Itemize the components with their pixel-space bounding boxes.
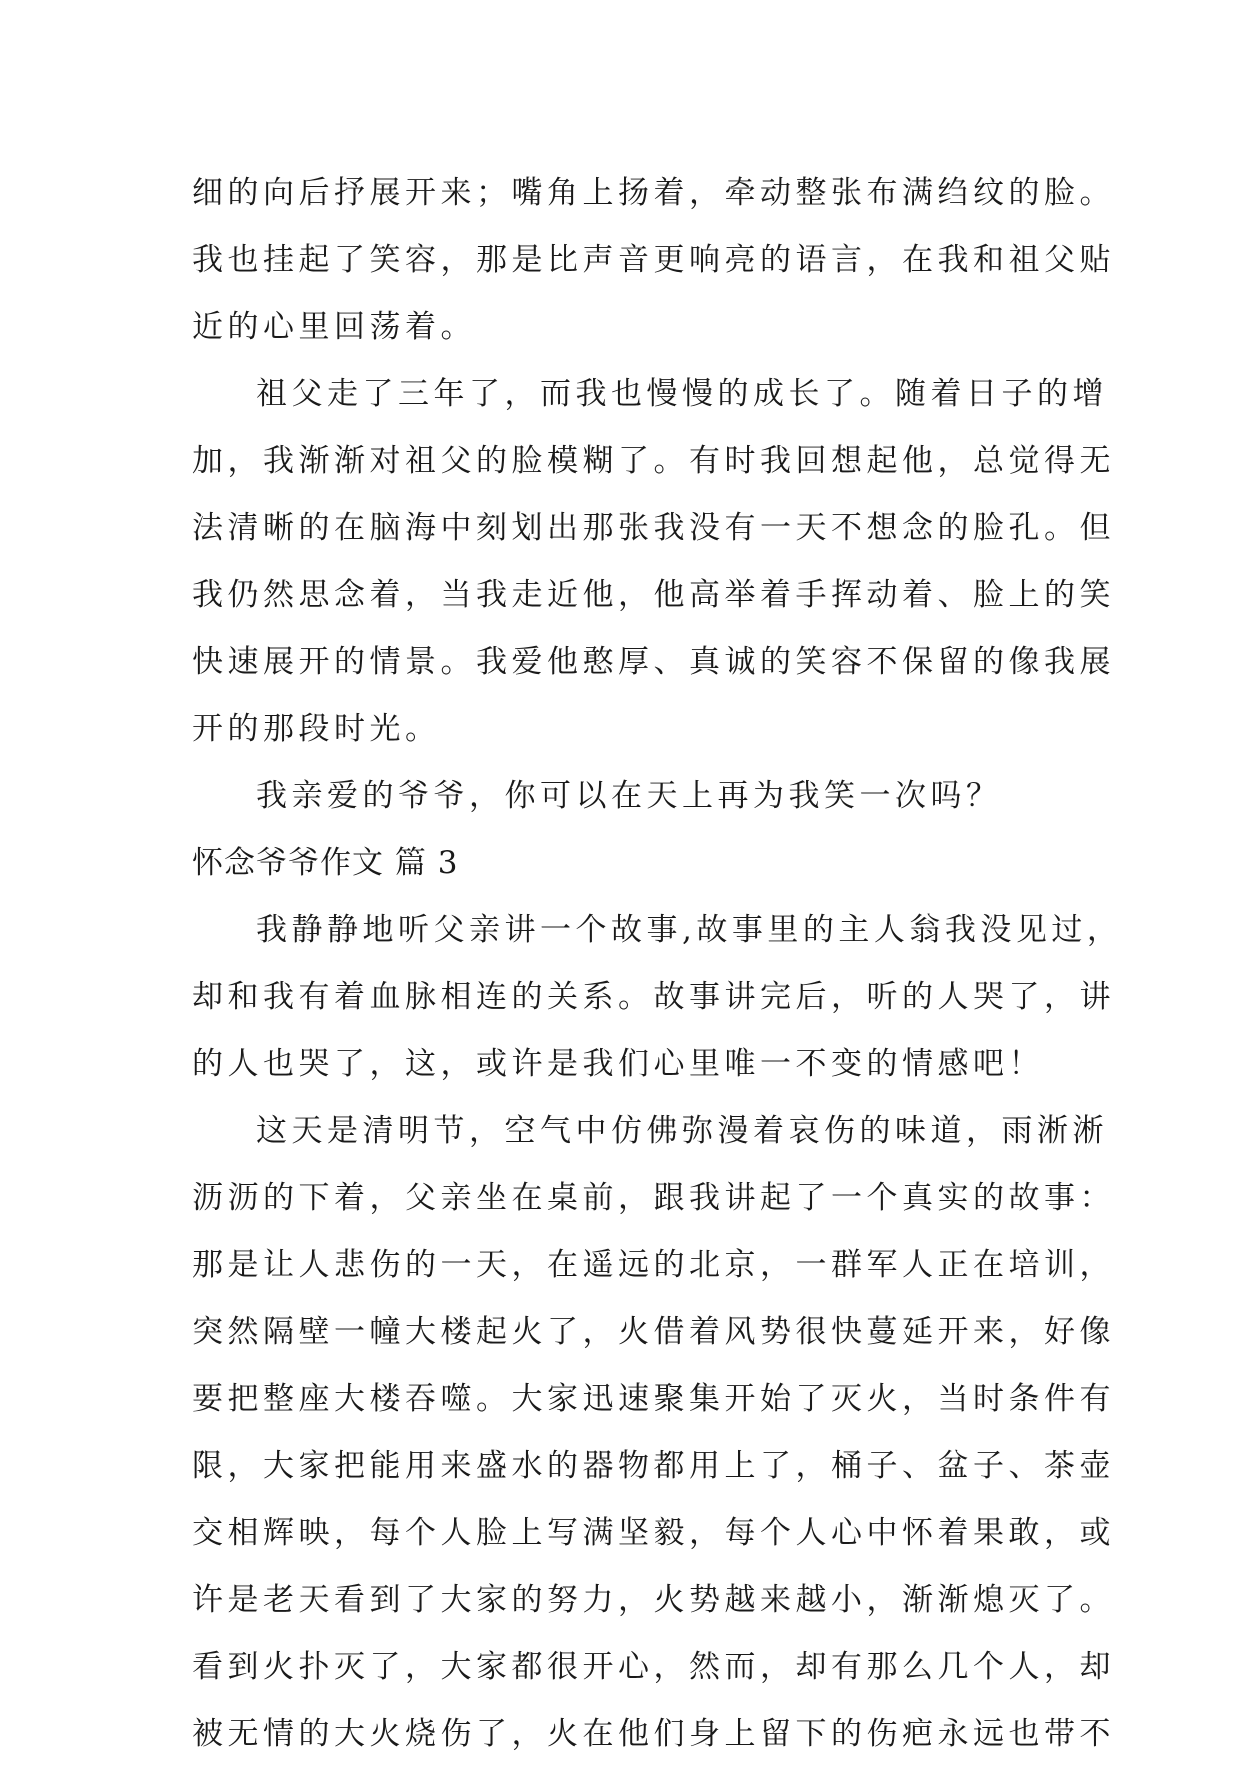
text-line: 却和我有着血脉相连的关系。故事讲完后，听的人哭了，讲: [192, 979, 1115, 1015]
paragraph-start-line: 这天是清明节，空气中仿佛弥漫着哀伤的味道，雨淅淅: [256, 1113, 1108, 1149]
text-line: 的人也哭了，这，或许是我们心里唯一不变的情感吧！: [192, 1046, 1044, 1082]
text-line: 沥沥的下着，父亲坐在桌前，跟我讲起了一个真实的故事：: [192, 1180, 1115, 1216]
text-line: 快速展开的情景。我爱他憨厚、真诚的笑容不保留的像我展: [192, 644, 1115, 680]
paragraph-start-line: 祖父走了三年了，而我也慢慢的成长了。随着日子的增: [256, 376, 1108, 412]
paragraph-start-line: 我亲爱的爷爷，你可以在天上再为我笑一次吗？: [256, 778, 1002, 814]
text-line: 被无情的大火烧伤了，火在他们身上留下的伤疤永远也带不: [192, 1716, 1115, 1752]
text-line: 细的向后抒展开来；嘴角上扬着，牵动整张布满绉纹的脸。: [192, 175, 1115, 211]
text-line: 交相辉映，每个人脸上写满坚毅，每个人心中怀着果敢，或: [192, 1515, 1115, 1551]
document-body: [192, 160, 1123, 1768]
text-line: 我仍然思念着，当我走近他，他高举着手挥动着、脸上的笑: [192, 577, 1115, 613]
text-line: 那是让人悲伤的一天，在遥远的北京，一群军人正在培训，: [192, 1247, 1115, 1283]
text-line: 突然隔壁一幢大楼起火了，火借着风势很快蔓延开来，好像: [192, 1314, 1115, 1350]
text-line: 要把整座大楼吞噬。大家迅速聚集开始了灭火，当时条件有: [192, 1381, 1115, 1417]
text-line: 我也挂起了笑容，那是比声音更响亮的语言，在我和祖父贴: [192, 242, 1115, 278]
paragraph-start-line: 我静静地听父亲讲一个故事,故事里的主人翁我没见过，: [256, 912, 1123, 948]
text-line: 加，我渐渐对祖父的脸模糊了。有时我回想起他，总觉得无: [192, 443, 1115, 479]
text-line: 开的那段时光。: [192, 711, 441, 747]
text-line: 许是老天看到了大家的努力，火势越来越小，渐渐熄灭了。: [192, 1582, 1115, 1618]
text-line: 看到火扑灭了，大家都很开心，然而，却有那么几个人，却: [192, 1649, 1115, 1685]
section-heading: 怀念爷爷作文 篇 3: [192, 845, 459, 881]
text-line: 限，大家把能用来盛水的器物都用上了，桶子、盆子、茶壶: [192, 1448, 1115, 1484]
text-line: 近的心里回荡着。: [192, 309, 476, 345]
text-line: 法清晰的在脑海中刻划出那张我没有一天不想念的脸孔。但: [192, 510, 1115, 546]
